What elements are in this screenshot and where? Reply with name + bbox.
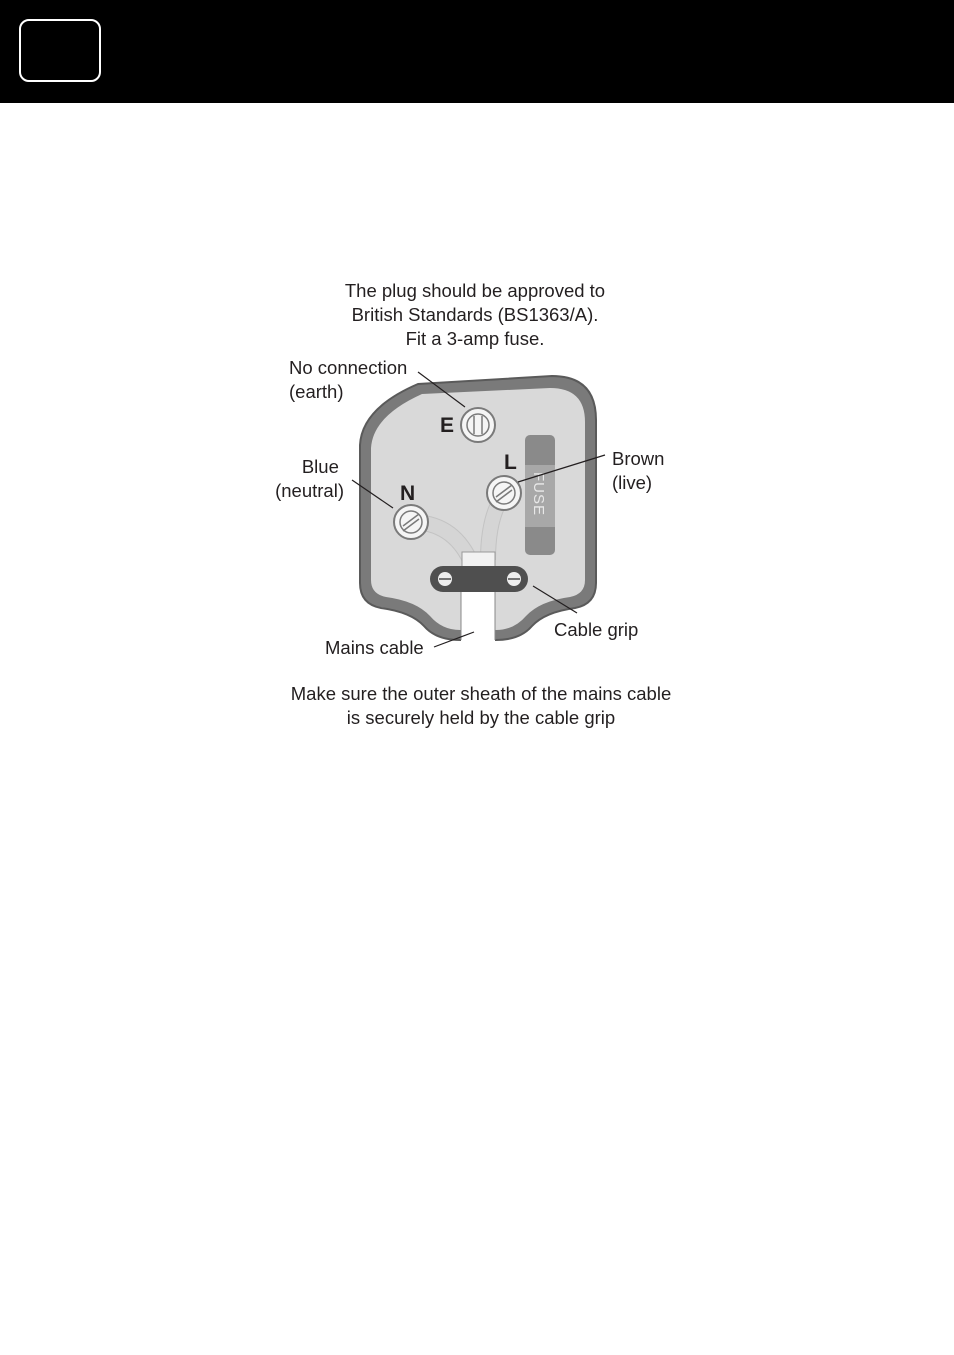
neutral-label xyxy=(275,456,344,501)
caption-bottom-line-2: is securely held by the cable grip xyxy=(346,707,616,728)
neutral-label-line-1: Blue xyxy=(301,456,339,477)
terminal-letter-live: L xyxy=(504,451,517,474)
fuse-label: FUSE xyxy=(530,472,547,517)
terminal-letter-neutral: N xyxy=(400,482,416,505)
live-label xyxy=(612,448,670,493)
earth-label-line-2: (earth) xyxy=(289,381,344,402)
cable-grip-label: Cable grip xyxy=(554,619,639,640)
caption-top-line-2: British Standards (BS1363/A). xyxy=(351,304,599,325)
earth-label xyxy=(289,357,412,402)
live-terminal xyxy=(487,476,521,510)
mains-cable xyxy=(461,590,495,642)
caption-bottom-line-1: Make sure the outer sheath of the mains cable xyxy=(290,683,672,704)
caption-top-line-3: Fit a 3-amp fuse. xyxy=(405,328,545,349)
neutral-terminal xyxy=(394,505,428,539)
neutral-label-line-2: (neutral) xyxy=(275,480,344,501)
caption-top-line-1: The plug should be approved to xyxy=(344,280,606,301)
cable-grip-caption xyxy=(250,682,712,730)
mains-cable-label: Mains cable xyxy=(325,637,424,658)
terminal-letter-earth: E xyxy=(440,414,455,437)
earth-label-line-1: No connection xyxy=(289,357,408,378)
live-label-line-1: Brown xyxy=(612,448,665,469)
earth-terminal xyxy=(461,408,495,442)
fuse xyxy=(525,435,555,555)
live-label-line-2: (live) xyxy=(612,472,653,493)
cable-grip xyxy=(430,566,528,592)
